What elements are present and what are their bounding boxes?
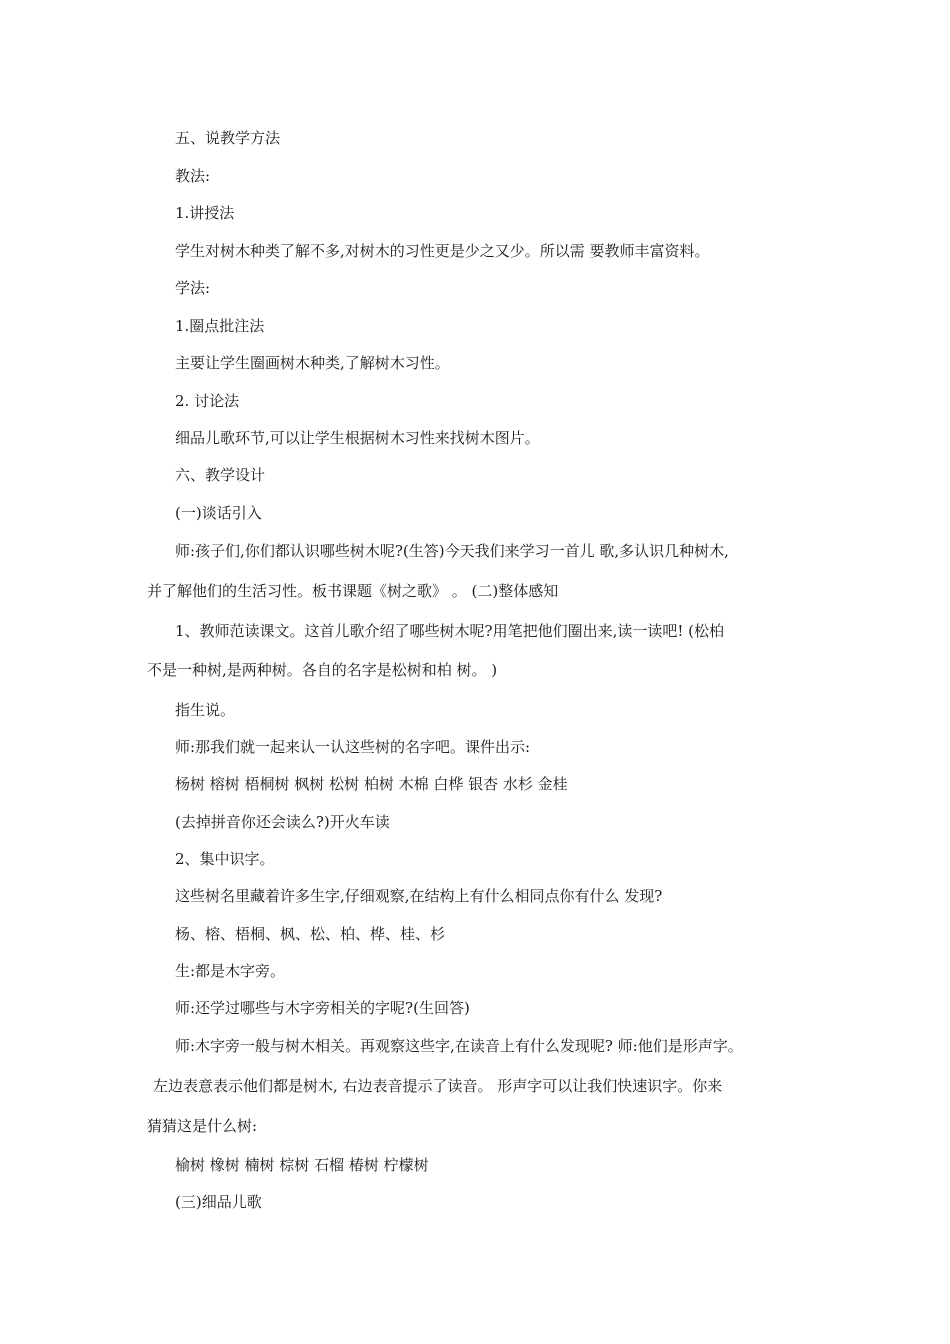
paragraph-model-reading: 1、教师范读课文。这首儿歌介绍了哪些树木呢?用笔把他们圈出来,读一读吧! (松柏 bbox=[175, 622, 725, 640]
paragraph-train-reading: (去掉拼音你还会读么?)开火车读 bbox=[175, 813, 390, 831]
subheading-teaching-method: 教法: bbox=[175, 167, 211, 185]
paragraph-annotation: 主要让学生圈画树木种类,了解树木习性。 bbox=[175, 354, 450, 372]
paragraph-student-answer: 生:都是木字旁。 bbox=[175, 962, 286, 980]
subheading-focused-literacy: 2、集中识字。 bbox=[175, 850, 275, 868]
section-heading-teaching-design: 六、教学设计 bbox=[175, 466, 266, 484]
tree-list-2: 榆树 橡树 楠树 棕树 石榴 椿树 柠檬树 bbox=[175, 1156, 429, 1174]
paragraph-teacher-question: 师:还学过哪些与木字旁相关的字呢?(生回答) bbox=[175, 999, 470, 1017]
method-annotation: 1.圈点批注法 bbox=[175, 317, 265, 335]
paragraph-model-reading-cont: 不是一种树,是两种树。各自的名字是松树和柏 树。 ) bbox=[147, 661, 498, 679]
paragraph-recognize-trees: 师:那我们就一起来认一认这些树的名字吧。课件出示: bbox=[175, 738, 531, 756]
paragraph-radical-explain: 师:木字旁一般与树木相关。再观察这些字,在读音上有什么发现呢? 师:他们是形声字。 bbox=[175, 1037, 743, 1055]
paragraph-discussion: 细品儿歌环节,可以让学生根据树木习性来找树木图片。 bbox=[175, 429, 540, 447]
paragraph-lecture: 学生对树木种类了解不多,对树木的习性更是少之又少。所以需 要教师丰富资料。 bbox=[175, 242, 710, 260]
method-lecture: 1.讲授法 bbox=[175, 204, 235, 222]
subheading-learning-method: 学法: bbox=[175, 279, 211, 297]
subheading-introduction: (一)谈话引入 bbox=[175, 504, 262, 522]
tree-list-1: 杨树 榕树 梧桐树 枫树 松树 柏树 木棉 白桦 银杏 水杉 金桂 bbox=[175, 775, 568, 793]
character-list: 杨、榕、梧桐、枫、松、柏、桦、桂、杉 bbox=[175, 925, 446, 943]
paragraph-guess-tree: 猜猜这是什么树: bbox=[147, 1117, 258, 1135]
paragraph-radical-explain-cont: 左边表意表示他们都是树木, 右边表音提示了读音。 形声字可以让我们快速识字。你来 bbox=[153, 1077, 723, 1095]
paragraph-student-speak: 指生说。 bbox=[175, 701, 236, 719]
paragraph-teacher-intro: 师:孩子们,你们都认识哪些树木呢?(生答)今天我们来学习一首儿 歌,多认识几种树木, bbox=[175, 542, 729, 560]
section-heading-teaching-methods: 五、说教学方法 bbox=[175, 129, 281, 147]
method-discussion: 2. 讨论法 bbox=[175, 392, 240, 410]
subheading-appreciate-rhyme: (三)细品儿歌 bbox=[175, 1193, 262, 1211]
paragraph-teacher-intro-cont: 并了解他们的生活习性。板书课题《树之歌》 。 (二)整体感知 bbox=[147, 582, 559, 600]
paragraph-observe-structure: 这些树名里藏着许多生字,仔细观察,在结构上有什么相同点你有什么 发现? bbox=[175, 887, 663, 905]
